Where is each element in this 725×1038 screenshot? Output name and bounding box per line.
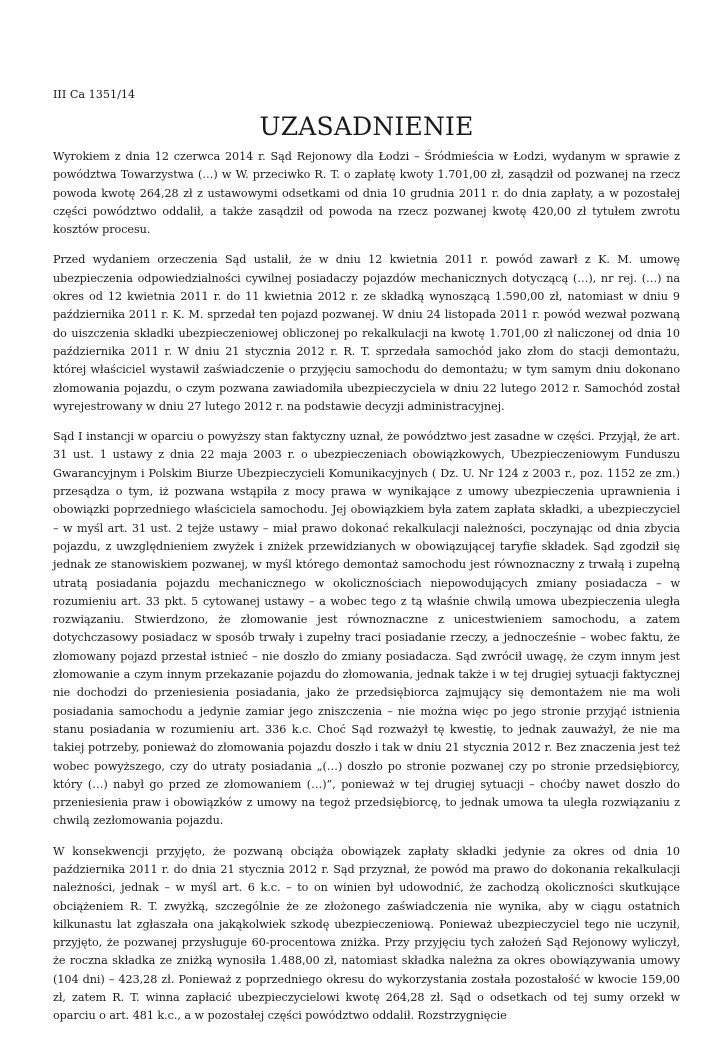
paragraph-facts: Przed wydaniem orzeczenia Sąd ustalił, że w dniu 12 kwietnia 2011 r. powód zawarł z K. M. umowę ubezpieczenia odpowiedzialności cywilnej posiadaczy pojazdów mechanicznych dotyczącą (…), nr rej. (…) na okres od 12 kwietnia 2011 r. do 11 kwietnia 2012 r. ze składką wynoszącą 1.590,00 zł, natomiast w dniu 9 października 2011 r. K. M. sprzedał ten pojazd pozwanej. W dniu 24 listopada 2011 r. powód wezwał pozwaną do uiszczenia składki ubezpieczeniowej obliczonej po rekalkulacji na kwotę 1.701,00 zł naliczonej od dnia 10 października 2011 r. W dniu 21 stycznia 2012 r. R. T. sprzedała samochód jako złom do stacji demontażu, której właściciel wystawił zaświadczenie o przyjęciu samochodu do demontażu; w tym samym dniu dokonano złomowania pojazdu, o czym pozwana zawiadomiła ubezpieczyciela w dniu 22 lutego 2012 r. Samochód został wyrejestrowany w dniu 27 lutego 2012 r. na podstawie decyzji administracyjnej. (53, 253, 680, 413)
paragraph-judgment: Wyrokiem z dnia 12 czerwca 2014 r. Sąd Rejonowy dla Łodzi – Śródmieścia w Łodzi, wydanym w sprawie z powództwa Towarzystwa (…) w W. przeciwko R. T. o zapłatę kwoty 1.701,00 zł, zasądził od pozwanej na rzecz powoda kwotę 264,28 zł z ustawowymi odsetkami od dnia 10 grudnia 2011 r. do dnia zapłaty, a w pozostałej części powództwo oddalił, a także zasądził od powoda na rzecz pozwanej kwotę 420,00 zł tytułem zwrotu kosztów procesu. (53, 150, 680, 237)
paragraph-consequences: W konsekwencji przyjęto, że pozwaną obciąża obowiązek zapłaty składki jedynie za okres od dnia 10 października 2011 r. do dnia 21 stycznia 2012 r. Sąd przyznał, że powód ma prawo do dokonania rekalkulacji należności, jednak – w myśl art. 6 k.c. – to on winien był udowodnić, że zachodzą okoliczności skutkujące obciążeniem R. T. zwyżką, szczególnie że ze złożonego zaświadczenia nie wynika, aby w ciągu ostatnich kilkunastu lat zgłaszała ona jakąkolwiek szkodę ubezpieczeniową. Ponieważ ubezpieczyciel tego nie uczynił, przyjęto, że pozwanej przysługuje 60-procentowa zniżka. Przy przyjęciu tych założeń Sąd Rejonowy wyliczył, że roczna składka ze zniżką wynosiła 1.488,00 zł, natomiast składka należna za okres obowiązywania umowy (104 dni) – 423,28 zł. Ponieważ z poprzedniego okresu do wykorzystania została pozostałość w kwocie 159,00 zł, zatem R. T. winna zapłacić ubezpieczycielowi kwotę 264,28 zł. Sąd o odsetkach od tej sumy orzekł w oparciu o art. 481 k.c., a w pozostałej części powództwo oddalił. Rozstrzygnięcie (53, 844, 680, 1023)
case-number: III Ca 1351/14 (53, 88, 136, 101)
document-title: UZASADNIENIE (259, 112, 474, 141)
document-page (53, 87, 680, 1038)
paragraph-reasoning: Sąd I instancji w oparciu o powyższy stan faktyczny uznał, że powództwo jest zasadne w części. Przyjął, że art. 31 ust. 1 ustawy z dnia 22 maja 2003 r. o ubezpieczeniach obowiązkowych, Ubezpieczeniowym Funduszu Gwarancyjnym i Polskim Biurze Ubezpieczycieli Komunikacyjnych ( Dz. U. Nr 124 z 2003 r., poz. 1152 ze zm.) przesądza o tym, iż pozwana wstąpiła z mocy prawa w wynikające z umowy ubezpieczenia uprawnienia i obowiązki poprzedniego właściciela samochodu. Jej obowiązkiem była zatem zapłata składki, a ubezpieczyciel – w myśl art. 31 ust. 2 tejże ustawy – miał prawo dokonać rekalkulacji należności, poczynając od dnia zbycia pojazdu, z uwzględnieniem zwyżek i zniżek przewidzianych w obowiązującej taryfie składek. Sąd zgodził się jednak ze stanowiskiem pozwanej, w myśl którego demontaż samochodu jest równoznaczny z trwałą i zupełną utratą posiadania pojazdu mechanicznego w okolicznościach niepowodujących zmiany posiadacza – w rozumieniu art. 33 pkt. 5 cytowanej ustawy – a wobec tego z tą właśnie chwilą umowa ubezpieczenia uległa rozwiązaniu. Stwierdzono, że złomowanie jest równoznaczne z unicestwieniem samochodu, a zatem dotychczasowy posiadacz w sposób trwały i zupełny traci posiadanie rzeczy, a jednocześnie – wobec faktu, że złomowany pojazd przestał istnieć – nie doszło do zmiany posiadacza. Sąd zwrócił uwagę, że czym innym jest złomowanie a czym innym przekazanie pojazdu do złomowania, jednak także i w tej drugiej sytuacji faktycznej nie dochodzi do przeniesienia posiadania, jako że przedsiębiorca zajmujący się demontażem nie ma woli posiadania samochodu a jedynie zamiar jego zniszczenia – nie można więc po jego stronie przyjąć istnienia stanu posiadania w rozumieniu art. 336 k.c. Choć Sąd rozważył tę kwestię, to jednak zauważył, że nie ma takiej potrzeby, ponieważ do złomowania pojazdu doszło i tak w dniu 21 stycznia 2012 r. Bez znaczenia jest też wobec powyższego, czy do utraty posiadania „(…) doszło po stronie pozwanej czy po stronie przedsiębiorcy, który (…) nabył go przed ze złomowaniem (…)”, ponieważ w tej drugiej sytuacji – choćby nawet doszło do przeniesienia praw i obowiązków z umowy na tegoż przedsiębiorcę, to jednak umowa ta uległa rozwiązaniu z chwilą zezłomowania pojazdu. (53, 430, 680, 828)
